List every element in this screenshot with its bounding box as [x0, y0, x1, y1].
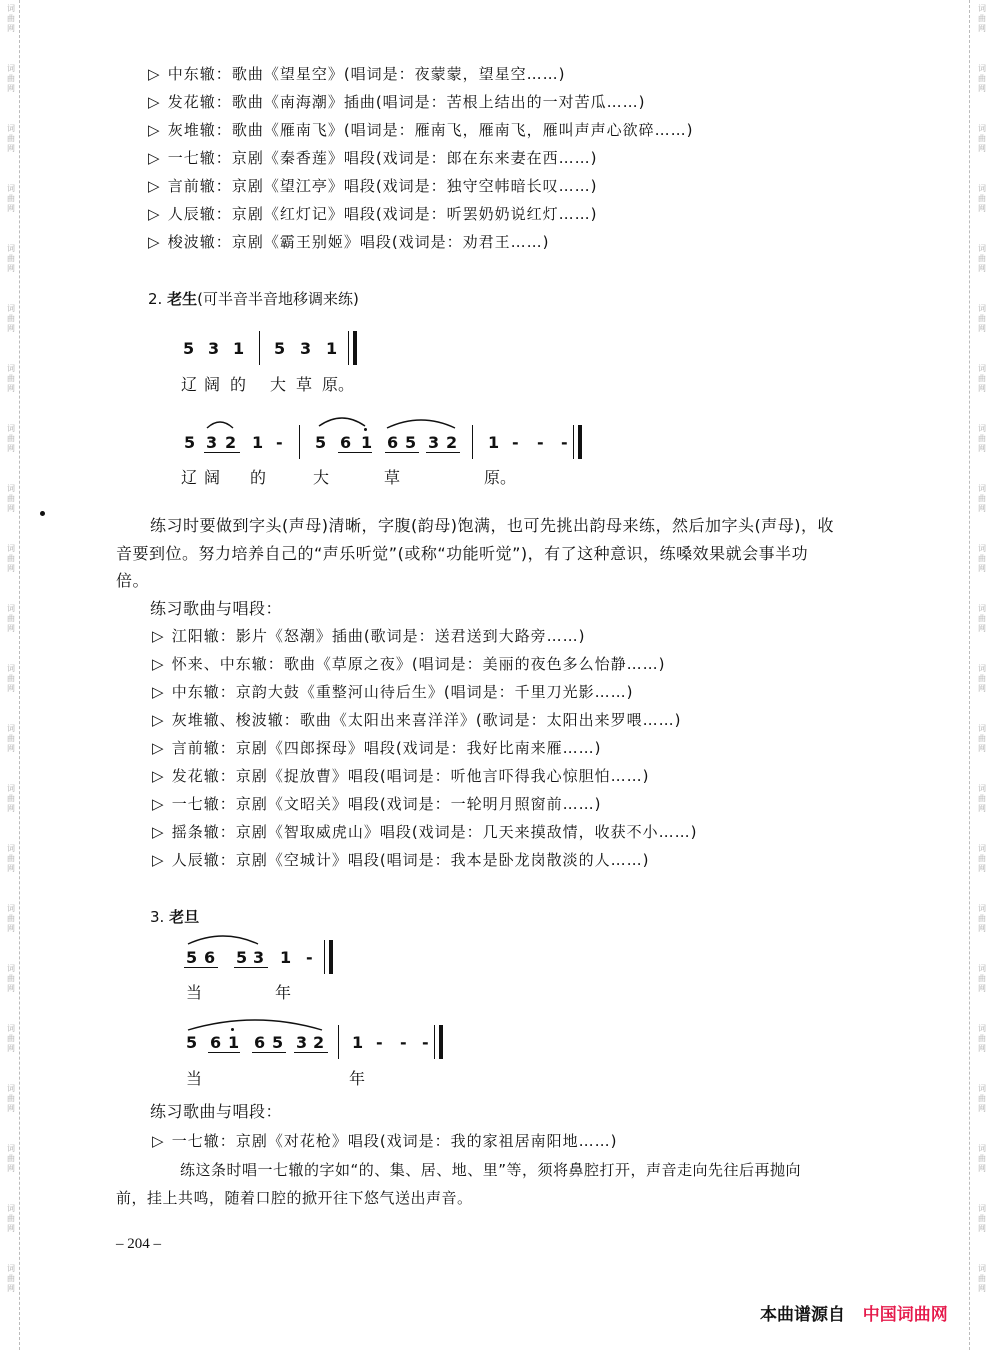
- triangle-bullet-icon: ▷: [152, 655, 165, 673]
- watermark-group: 词 曲 网: [978, 964, 986, 993]
- triangle-bullet-icon: ▷: [152, 739, 165, 757]
- watermark-group: 词 曲 网: [978, 184, 986, 213]
- slur-mark: [385, 416, 457, 430]
- lyric: 草: [384, 468, 401, 487]
- watermark-group: 词 曲 网: [978, 1084, 986, 1113]
- lyric: 阔: [204, 468, 221, 487]
- watermark-group: 词 曲 网: [978, 4, 986, 33]
- watermark-group: 词 曲 网: [978, 1204, 986, 1233]
- score-note: 5: [405, 433, 418, 452]
- score-note: 1: [488, 433, 501, 452]
- watermark-group: 词 曲 网: [978, 484, 986, 513]
- barline: [299, 425, 300, 459]
- triangle-bullet-icon: ▷: [152, 711, 165, 729]
- triangle-bullet-icon: ▷: [152, 851, 165, 869]
- source-footer: [760, 1300, 948, 1325]
- underline-beam: [385, 452, 419, 453]
- triangle-bullet-icon: ▷: [152, 627, 165, 645]
- list-item: ▷ 人辰辙：京剧《空城计》唱段(唱词是：我本是卧龙岗散淡的人……): [152, 851, 650, 869]
- watermark-group: 词 曲 网: [978, 784, 986, 813]
- score-note: 6: [387, 433, 400, 452]
- triangle-bullet-icon: ▷: [148, 65, 161, 83]
- list-item: ▷ 中东辙：歌曲《望星空》(唱词是：夜蒙蒙，望星空……): [148, 65, 566, 83]
- lyric: 大: [270, 375, 287, 394]
- high-octave-dot: [364, 428, 367, 431]
- watermark-group: 词 曲 网: [978, 364, 986, 393]
- paragraph-line: 前，挂上共鸣，随着口腔的掀开往下悠气送出声音。: [116, 1189, 473, 1207]
- watermark-group: 词 曲 网: [978, 1024, 986, 1053]
- score-note: -: [512, 433, 520, 452]
- slur-mark: [186, 932, 260, 946]
- score-note: 1: [252, 433, 265, 452]
- watermark-group: 词 曲 网: [978, 604, 986, 633]
- watermark-group: 词 曲 网: [7, 64, 15, 93]
- list-item: ▷ 江阳辙：影片《怒潮》插曲(歌词是：送君送到大路旁……): [152, 627, 586, 645]
- footer-brand-link[interactable]: 中国词曲网: [862, 1305, 948, 1325]
- score-note: 3: [428, 433, 441, 452]
- barline: [573, 425, 574, 459]
- triangle-bullet-icon: ▷: [152, 683, 165, 701]
- score-note: -: [561, 433, 569, 452]
- watermark-group: 词 曲 网: [978, 424, 986, 453]
- score-note: 5: [186, 1033, 199, 1052]
- score-note: 5: [184, 433, 197, 452]
- score-note: 2: [225, 433, 238, 452]
- score-note: -: [400, 1033, 408, 1052]
- list-item: ▷ 怀来、中东辙：歌曲《草原之夜》(唱词是：美丽的夜色多么怡静……): [152, 655, 666, 673]
- watermark-group: 词 曲 网: [978, 124, 986, 153]
- slur-mark: [186, 1016, 324, 1032]
- list-item: ▷ 言前辙：京剧《望江亭》唱段(戏词是：独守空帏暗长叹……): [148, 177, 598, 195]
- list-item: ▷ 发花辙：京剧《捉放曹》唱段(唱词是：听他言吓得我心惊胆怕……): [152, 767, 650, 785]
- score-note: 1: [326, 339, 339, 358]
- final-barline: [578, 425, 582, 459]
- lyric: 当: [186, 983, 203, 1002]
- lyric: 大: [313, 468, 330, 487]
- watermark-group: 词 曲 网: [7, 844, 15, 873]
- final-barline: [439, 1025, 443, 1059]
- list-item: ▷ 一七辙：京剧《文昭关》唱段(戏词是：一轮明月照窗前……): [152, 795, 602, 813]
- triangle-bullet-icon: ▷: [152, 1132, 165, 1150]
- list-item: ▷ 人辰辙：京剧《红灯记》唱段(戏词是：听罢奶奶说红灯……): [148, 205, 598, 223]
- lyric: 原。: [484, 468, 517, 487]
- list-item: ▷ 灰堆辙、梭波辙：歌曲《太阳出来喜洋洋》(歌词是：太阳出来罗喂……): [152, 711, 682, 729]
- watermark-group: 词 曲 网: [7, 724, 15, 753]
- watermark-group: 词 曲 网: [7, 184, 15, 213]
- list-item: ▷ 梭波辙：京剧《霸王别姬》唱段(戏词是：劝君王……): [148, 233, 550, 251]
- triangle-bullet-icon: ▷: [148, 177, 161, 195]
- score-note: 3: [206, 433, 219, 452]
- final-barline: [353, 331, 357, 365]
- watermark-group: 词 曲 网: [7, 424, 15, 453]
- watermark-group: 词 曲 网: [978, 664, 986, 693]
- watermark-group: 词 曲 网: [7, 244, 15, 273]
- watermark-group: 词 曲 网: [7, 904, 15, 933]
- score-note: 6: [210, 1033, 223, 1052]
- lyric: 当: [186, 1069, 203, 1088]
- score-note: 5: [183, 339, 196, 358]
- list-item: ▷ 灰堆辙：歌曲《雁南飞》(唱词是：雁南飞，雁南飞，雁叫声声心欲碎……): [148, 121, 694, 139]
- practice-heading: 练习歌曲与唱段：: [150, 1102, 283, 1121]
- slur-mark: [317, 414, 367, 428]
- score-note: 6: [204, 948, 217, 967]
- barline: [434, 1025, 435, 1059]
- score-note: 5: [186, 948, 199, 967]
- triangle-bullet-icon: ▷: [148, 121, 161, 139]
- score-note: 3: [253, 948, 266, 967]
- score-note: -: [376, 1033, 384, 1052]
- watermark-group: 词 曲 网: [7, 1204, 15, 1233]
- watermark-group: 词 曲 网: [7, 364, 15, 393]
- final-barline: [329, 940, 333, 974]
- barline: [338, 1025, 339, 1059]
- underline-beam: [208, 1052, 240, 1053]
- score-note: 3: [208, 339, 221, 358]
- watermark-group: 词 曲 网: [7, 604, 15, 633]
- triangle-bullet-icon: ▷: [148, 93, 161, 111]
- paragraph-line: 练这条时唱一七辙的字如“的、集、居、地、里”等，须将鼻腔打开，声音走向先往后再抛向: [180, 1161, 802, 1179]
- underline-beam: [234, 967, 268, 968]
- triangle-bullet-icon: ▷: [148, 233, 161, 251]
- list-item: ▷ 言前辙：京剧《四郎探母》唱段(戏词是：我好比南来雁……): [152, 739, 602, 757]
- underline-beam: [252, 1052, 286, 1053]
- watermark-group: 词 曲 网: [7, 1024, 15, 1053]
- footer-prefix: 本曲谱源自: [760, 1305, 845, 1325]
- barline: [259, 331, 260, 365]
- score-note: 6: [254, 1033, 267, 1052]
- watermark-group: 词 曲 网: [7, 1144, 15, 1173]
- underline-beam: [184, 967, 218, 968]
- watermark-group: 词 曲 网: [978, 544, 986, 573]
- list-item: ▷ 一七辙：京剧《对花枪》唱段(戏词是：我的家祖居南阳地……): [152, 1132, 618, 1150]
- triangle-bullet-icon: ▷: [148, 149, 161, 167]
- watermark-group: 词 曲 网: [978, 64, 986, 93]
- paragraph-line: 音要到位。努力培养自己的“声乐听觉”(或称“功能听觉”)，有了这种意识，练嗓效果就会事半功: [116, 544, 809, 563]
- score-note: 2: [446, 433, 459, 452]
- lyric: 草: [296, 375, 313, 394]
- lyric: 年: [275, 983, 292, 1002]
- watermark-group: 词 曲 网: [7, 484, 15, 513]
- underline-beam: [426, 452, 460, 453]
- score-note: 1: [352, 1033, 365, 1052]
- score-note: 6: [340, 433, 353, 452]
- lyric: 辽: [181, 468, 198, 487]
- list-item: ▷ 一七辙：京剧《秦香莲》唱段(戏词是：郎在东来妻在西……): [148, 149, 598, 167]
- slur-mark: [205, 418, 235, 430]
- high-octave-dot: [231, 1028, 234, 1031]
- watermark-group: 词 曲 网: [7, 784, 15, 813]
- underline-beam: [338, 452, 372, 453]
- list-item: ▷ 摇条辙：京剧《智取威虎山》唱段(戏词是：几天来摸敌情，收获不小……): [152, 823, 698, 841]
- score-note: 5: [272, 1033, 285, 1052]
- lyric: 原。: [322, 375, 355, 394]
- triangle-bullet-icon: ▷: [152, 823, 165, 841]
- watermark-group: 词 曲 网: [7, 4, 15, 33]
- watermark-group: 词 曲 网: [7, 304, 15, 333]
- watermark-group: 词 曲 网: [978, 724, 986, 753]
- triangle-bullet-icon: ▷: [148, 205, 161, 223]
- watermark-group: 词 曲 网: [978, 844, 986, 873]
- watermark-group: 词 曲 网: [7, 544, 15, 573]
- practice-heading: 练习歌曲与唱段：: [150, 599, 283, 618]
- section-heading-3: 3. 老旦: [150, 908, 200, 926]
- score-note: 5: [236, 948, 249, 967]
- score-note: 1: [280, 948, 293, 967]
- watermark-group: 词 曲 网: [7, 964, 15, 993]
- barline: [348, 331, 349, 365]
- lyric: 的: [230, 375, 247, 394]
- watermark-group: 词 曲 网: [978, 304, 986, 333]
- margin-dot: [40, 511, 45, 516]
- triangle-bullet-icon: ▷: [152, 767, 165, 785]
- list-item: ▷ 中东辙：京韵大鼓《重整河山待后生》(唱词是：千里刀光影……): [152, 683, 634, 701]
- score-note: 3: [300, 339, 313, 358]
- section-heading-2: 2. 老生(可半音半音地移调来练): [148, 290, 359, 308]
- score-note: -: [306, 948, 314, 967]
- watermark-group: 词 曲 网: [7, 124, 15, 153]
- page-number: – 204 –: [116, 1236, 161, 1252]
- underline-beam: [294, 1052, 328, 1053]
- watermark-group: 词 曲 网: [978, 1144, 986, 1173]
- underline-beam: [204, 452, 240, 453]
- score-note: 5: [274, 339, 287, 358]
- watermark-group: 词 曲 网: [978, 244, 986, 273]
- lyric: 阔: [204, 375, 221, 394]
- lyric: 的: [250, 468, 267, 487]
- score-note: 5: [315, 433, 328, 452]
- list-item: ▷ 发花辙：歌曲《南海潮》插曲(唱词是：苦根上结出的一对苦瓜……): [148, 93, 646, 111]
- lyric: 年: [349, 1069, 366, 1088]
- score-note: 2: [313, 1033, 326, 1052]
- paragraph-line: 练习时要做到字头(声母)清晰，字腹(韵母)饱满，也可先挑出韵母来练，然后加字头(声母)，收: [150, 516, 834, 535]
- watermark-group: 词 曲 网: [978, 904, 986, 933]
- triangle-bullet-icon: ▷: [152, 795, 165, 813]
- score-note: 3: [296, 1033, 309, 1052]
- barline: [472, 425, 473, 459]
- score-note: -: [276, 433, 284, 452]
- paragraph-line: 倍。: [116, 571, 150, 590]
- watermark-group: 词 曲 网: [7, 1084, 15, 1113]
- score-note: -: [422, 1033, 430, 1052]
- barline: [324, 940, 325, 974]
- watermark-group: 词 曲 网: [7, 664, 15, 693]
- score-note: 1: [228, 1033, 241, 1052]
- score-note: -: [537, 433, 545, 452]
- watermark-group: 词 曲 网: [978, 1264, 986, 1293]
- lyric: 辽: [181, 375, 198, 394]
- watermark-group: 词 曲 网: [7, 1264, 15, 1293]
- score-note: 1: [233, 339, 246, 358]
- score-note: 1: [361, 433, 374, 452]
